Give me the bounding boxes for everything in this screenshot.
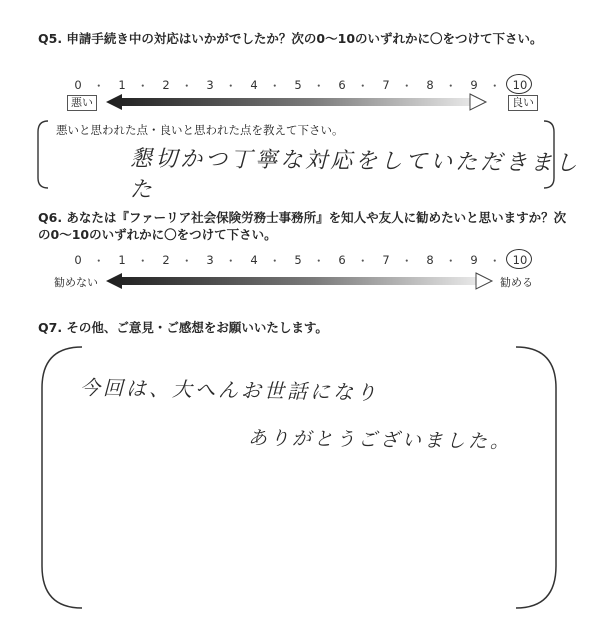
q5-comment-prompt: 悪いと思われた点・良いと思われた点を教えて下さい。: [56, 123, 344, 137]
q7-question: Q7. その他、ご意見・ご感想をお願いいたします。: [38, 320, 328, 335]
q5-scale-sep: ・: [93, 79, 105, 93]
q6-scale-sep: ・: [313, 254, 325, 268]
q6-scale-3[interactable]: 3: [206, 253, 214, 267]
q6-scale-6[interactable]: 6: [338, 253, 346, 267]
q5-scale-6[interactable]: 6: [338, 78, 346, 92]
q6-scale-sep: ・: [489, 254, 501, 268]
q6-left-label: 勧めない: [54, 276, 98, 289]
q6-scale-0[interactable]: 0: [74, 253, 82, 267]
q7-handwritten-line-2[interactable]: ありがとうございました。: [247, 427, 513, 453]
q6-scale-sep: ・: [137, 254, 149, 268]
q5-scale-sep: ・: [357, 79, 369, 93]
q5-scale-sep: ・: [445, 79, 457, 93]
q5-scale-7[interactable]: 7: [382, 78, 390, 92]
q5-scale-3[interactable]: 3: [206, 78, 214, 92]
q6-scale-9[interactable]: 9: [470, 253, 478, 267]
q5-scale-sep: ・: [401, 79, 413, 93]
q6-scale-5[interactable]: 5: [294, 253, 302, 267]
q6-scale-10[interactable]: 10: [512, 253, 528, 267]
q5-question: Q5. 申請手続き中の対応はいかがでしたか？次の0～10のいずれかに〇をつけて下さい。: [38, 31, 543, 46]
q5-scale-sep: ・: [181, 79, 193, 93]
q5-scale-8[interactable]: 8: [426, 78, 434, 92]
q6-scale-sep: ・: [225, 254, 237, 268]
q6-scale-sep: ・: [401, 254, 413, 268]
q6-rating-scale: [60, 253, 540, 285]
q5-scale-2[interactable]: 2: [162, 78, 170, 92]
q5-handwritten-answer[interactable]: 懇切かつ丁寧な対応をしていただきました: [129, 146, 581, 203]
q5-scale-5[interactable]: 5: [294, 78, 302, 92]
q5-scale-sep: ・: [137, 79, 149, 93]
q5-scale-4[interactable]: 4: [250, 78, 258, 92]
q6-scale-8[interactable]: 8: [426, 253, 434, 267]
q6-scale-2[interactable]: 2: [162, 253, 170, 267]
q6-scale-ticks: [60, 253, 540, 267]
q5-scale-sep: ・: [313, 79, 325, 93]
q5-scale-9[interactable]: 9: [470, 78, 478, 92]
q5-right-label: 良い: [508, 95, 538, 111]
q6-question: Q6. あなたは『ファーリア社会保険労務士事務所』を知人や友人に勧めたいと思いますか？次の0～10のいずれかに〇をつけて下さい。: [38, 210, 567, 242]
q5-scale-sep: ・: [269, 79, 281, 93]
q6-scale-1[interactable]: 1: [118, 253, 126, 267]
q6-scale-7[interactable]: 7: [382, 253, 390, 267]
q6-scale-sep: ・: [93, 254, 105, 268]
q6-selected-circle: [506, 249, 532, 269]
q5-scale-1[interactable]: 1: [118, 78, 126, 92]
q5-scale-0[interactable]: 0: [74, 78, 82, 92]
q6-right-label: 勧める: [500, 276, 533, 289]
q7-handwritten-line-1[interactable]: 今回は、大へんお世話になり: [79, 375, 380, 405]
q6-scale-sep: ・: [357, 254, 369, 268]
q5-left-label: 悪い: [67, 95, 97, 111]
q6-scale-sep: ・: [269, 254, 281, 268]
q5-scale-sep: ・: [225, 79, 237, 93]
q6-scale-sep: ・: [445, 254, 457, 268]
q5-scale-sep: ・: [489, 79, 501, 93]
q6-scale-4[interactable]: 4: [250, 253, 258, 267]
q6-scale-sep: ・: [181, 254, 193, 268]
q5-scale-10[interactable]: 10: [512, 78, 528, 92]
